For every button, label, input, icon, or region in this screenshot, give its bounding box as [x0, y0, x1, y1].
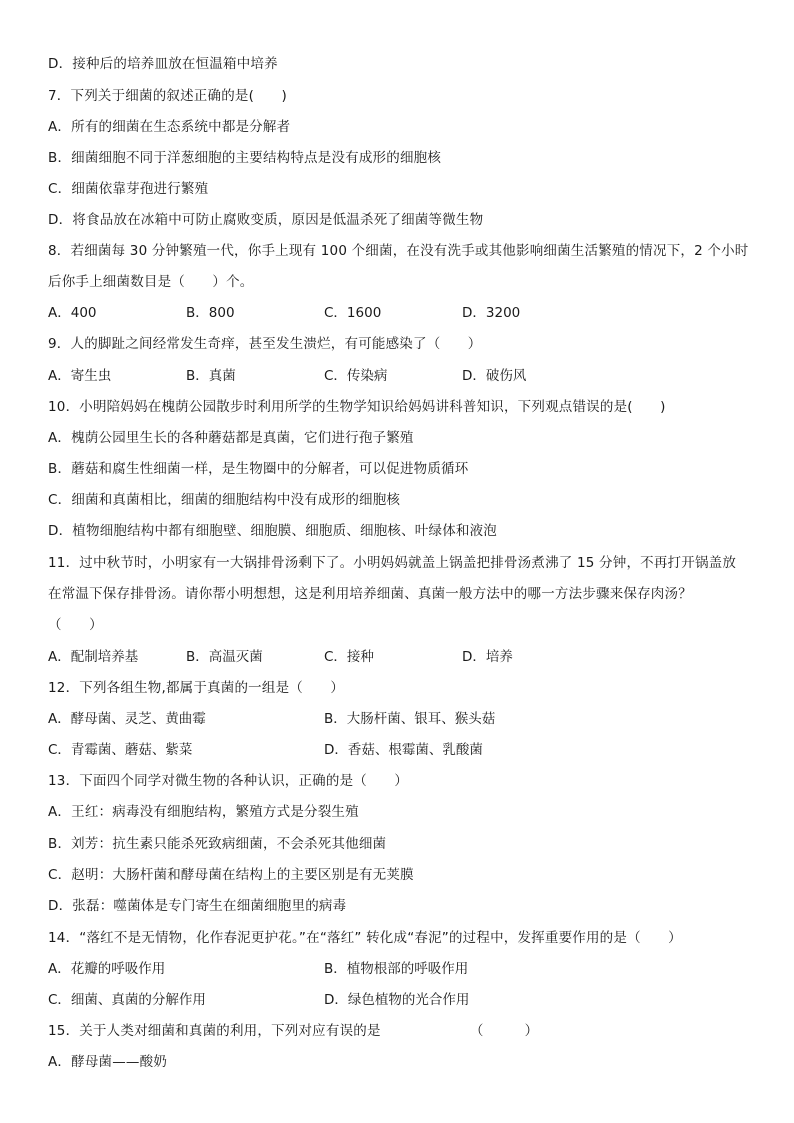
q12-option-d: D．香菇、根霉菌、乳酸菌 [324, 742, 483, 758]
q11-stem-line1: 11．过中秋节时，小明家有一大锅排骨汤剩下了。小明妈妈就盖上锅盖把排骨汤煮沸了 15 分钟，不再打开锅盖放 [48, 555, 737, 571]
q12-stem: 12．下列各组生物,都属于真菌的一组是（ ） [48, 680, 345, 696]
q6-option-d: D．接种后的培养皿放在恒温箱中培养 [48, 56, 278, 72]
q10-option-c: C．细菌和真菌相比，细菌的细胞结构中没有成形的细胞核 [48, 492, 401, 508]
q14-option-c: C．细菌、真菌的分解作用 [48, 992, 206, 1008]
q8-option-d: D．3200 [462, 305, 521, 321]
q9-option-a: A．寄生虫 [48, 368, 112, 384]
q9-option-b: B．真菌 [186, 368, 236, 384]
q7-option-c: C．细菌依靠芽孢进行繁殖 [48, 181, 209, 197]
q8-stem-line1: 8．若细菌每 30 分钟繁殖一代，你手上现有 100 个细菌，在没有洗手或其他影响细菌生活繁殖的情况下，2 个小时 [48, 243, 749, 259]
q9-option-d: D．破伤风 [462, 368, 527, 384]
q12-option-a: A．酵母菌、灵芝、黄曲霉 [48, 711, 206, 727]
q13-option-b: B．刘芳：抗生素只能杀死致病细菌，不会杀死其他细菌 [48, 836, 387, 852]
q13-option-a: A．王红：病毒没有细胞结构，繁殖方式是分裂生殖 [48, 804, 359, 820]
q14-option-a: A．花瓣的呼吸作用 [48, 961, 166, 977]
q14-option-d: D．绿色植物的光合作用 [324, 992, 470, 1008]
q10-stem: 10．小明陪妈妈在槐荫公园散步时利用所学的生物学知识给妈妈讲科普知识，下列观点错误的是( ) [48, 399, 666, 415]
q7-option-d: D．将食品放在冰箱中可防止腐败变质，原因是低温杀死了细菌等微生物 [48, 212, 484, 228]
q11-option-a: A．配制培养基 [48, 649, 139, 665]
q9-stem: 9．人的脚趾之间经常发生奇痒，甚至发生溃烂，有可能感染了（ ） [48, 336, 482, 352]
q11-option-c: C．接种 [324, 649, 374, 665]
q13-option-c: C．赵明：大肠杆菌和酵母菌在结构上的主要区别是有无荚膜 [48, 867, 414, 883]
q8-stem-line2: 后你手上细菌数目是（ ）个。 [48, 274, 254, 290]
q11-option-b: B．高温灭菌 [186, 649, 263, 665]
q14-option-b: B．植物根部的呼吸作用 [324, 961, 469, 977]
q12-option-b: B．大肠杆菌、银耳、猴头菇 [324, 711, 496, 727]
q13-stem: 13．下面四个同学对微生物的各种认识，正确的是（ ） [48, 773, 409, 789]
q14-stem: 14．“落红不是无情物，化作春泥更护花。”在“落红” 转化成“春泥”的过程中，发挥重要作用的是（ ） [48, 930, 682, 946]
q10-option-b: B．蘑菇和腐生性细菌一样，是生物圈中的分解者，可以促进物质循环 [48, 461, 469, 477]
q11-answer-blank: （ ） [48, 617, 103, 633]
q15-option-a: A．酵母菌——酸奶 [48, 1054, 168, 1070]
q13-option-d: D．张磊：噬菌体是专门寄生在细菌细胞里的病毒 [48, 898, 347, 914]
q11-option-d: D．培养 [462, 649, 513, 665]
q8-option-a: A．400 [48, 305, 97, 321]
q10-option-d: D．植物细胞结构中都有细胞壁、细胞膜、细胞质、细胞核、叶绿体和液泡 [48, 523, 497, 539]
q15-stem: 15．关于人类对细菌和真菌的利用，下列对应有误的是 （ ） [48, 1023, 539, 1039]
q8-option-c: C．1600 [324, 305, 382, 321]
q8-option-b: B．800 [186, 305, 235, 321]
q9-option-c: C．传染病 [324, 368, 388, 384]
q7-stem: 7．下列关于细菌的叙述正确的是( ) [48, 88, 287, 104]
q7-option-b: B．细菌细胞不同于洋葱细胞的主要结构特点是没有成形的细胞核 [48, 150, 442, 166]
q12-option-c: C．青霉菌、蘑菇、紫菜 [48, 742, 193, 758]
q11-stem-line2: 在常温下保存排骨汤。请你帮小明想想，这是利用培养细菌、真菌一般方法中的哪一方法步骤来保存肉汤？ [48, 586, 692, 602]
q10-option-a: A．槐荫公园里生长的各种蘑菇都是真菌，它们进行孢子繁殖 [48, 430, 414, 446]
q7-option-a: A．所有的细菌在生态系统中都是分解者 [48, 119, 291, 135]
